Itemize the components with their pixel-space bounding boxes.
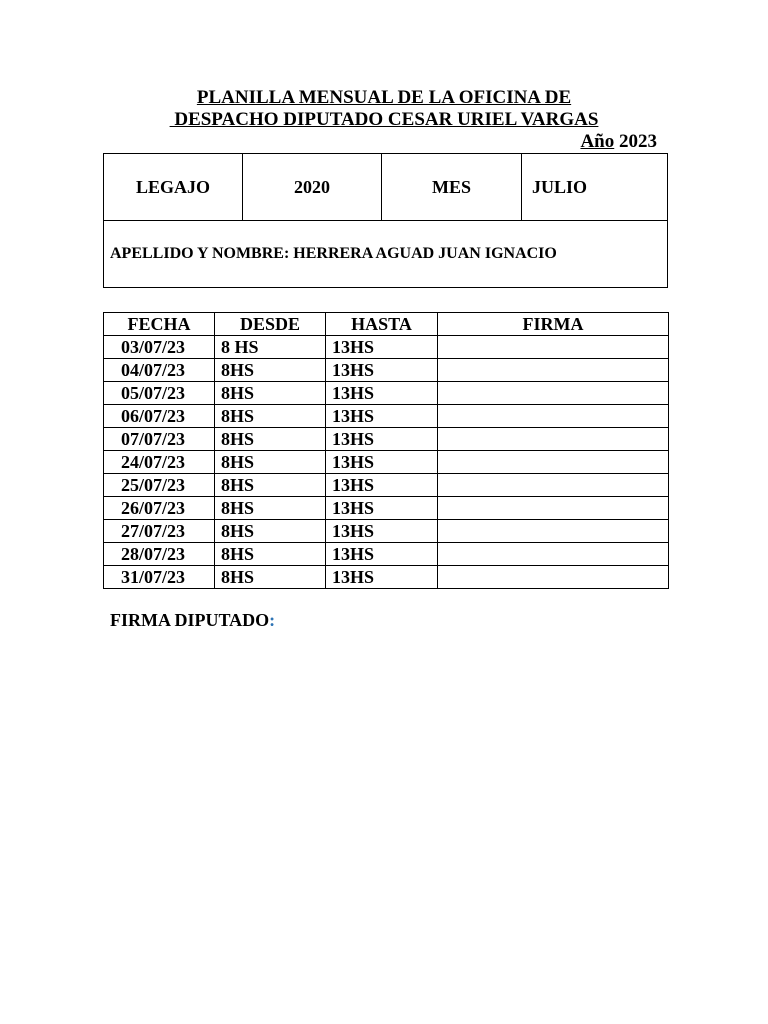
from-time-cell: 8HS [215, 543, 326, 566]
from-time-cell: 8HS [215, 520, 326, 543]
attendance-row [104, 543, 669, 566]
date-cell: 07/07/23 [104, 428, 215, 451]
to-time-cell: 13HS [326, 543, 438, 566]
attendance-header-row [104, 313, 669, 336]
attendance-row [104, 428, 669, 451]
name-label: APELLIDO Y NOMBRE: [110, 245, 290, 262]
year-value: 2023 [619, 131, 657, 152]
legajo-label: LEGAJO [104, 154, 243, 221]
deputy-signature-colon: : [269, 610, 276, 630]
to-time-cell: 13HS [326, 497, 438, 520]
from-time-cell: 8HS [215, 359, 326, 382]
employee-info-table [103, 153, 668, 288]
from-time-cell: 8 HS [215, 336, 326, 359]
signature-cell [438, 382, 669, 405]
deputy-signature-label: FIRMA DIPUTADO [110, 610, 270, 630]
from-time-cell: 8HS [215, 382, 326, 405]
document-title-line-2: DESPACHO DIPUTADO CESAR URIEL VARGAS [169, 109, 599, 130]
from-time-cell: 8HS [215, 566, 326, 589]
attendance-row [104, 520, 669, 543]
date-cell: 04/07/23 [104, 359, 215, 382]
date-cell: 31/07/23 [104, 566, 215, 589]
to-time-cell: 13HS [326, 336, 438, 359]
signature-cell [438, 336, 669, 359]
date-cell: 27/07/23 [104, 520, 215, 543]
from-time-cell: 8HS [215, 451, 326, 474]
legajo-value: 2020 [243, 154, 382, 221]
document-title-line-1: PLANILLA MENSUAL DE LA OFICINA DE [196, 87, 572, 108]
signature-cell [438, 428, 669, 451]
date-cell: 25/07/23 [104, 474, 215, 497]
deputy-signature-line [110, 610, 275, 631]
from-time-cell: 8HS [215, 405, 326, 428]
col-header-desde: DESDE [215, 313, 326, 336]
attendance-row [104, 405, 669, 428]
signature-cell [438, 497, 669, 520]
to-time-cell: 13HS [326, 359, 438, 382]
to-time-cell: 13HS [326, 566, 438, 589]
signature-cell [438, 543, 669, 566]
signature-cell [438, 520, 669, 543]
date-cell: 28/07/23 [104, 543, 215, 566]
attendance-row [104, 336, 669, 359]
to-time-cell: 13HS [326, 474, 438, 497]
from-time-cell: 8HS [215, 428, 326, 451]
signature-cell [438, 451, 669, 474]
name-value: HERRERA AGUAD JUAN IGNACIO [293, 245, 557, 262]
attendance-row [104, 359, 669, 382]
date-cell: 03/07/23 [104, 336, 215, 359]
attendance-row [104, 566, 669, 589]
signature-cell [438, 566, 669, 589]
col-header-firma: FIRMA [438, 313, 669, 336]
attendance-row [104, 382, 669, 405]
col-header-fecha: FECHA [104, 313, 215, 336]
to-time-cell: 13HS [326, 428, 438, 451]
from-time-cell: 8HS [215, 474, 326, 497]
signature-cell [438, 359, 669, 382]
to-time-cell: 13HS [326, 382, 438, 405]
signature-cell [438, 474, 669, 497]
mes-value: JULIO [522, 154, 668, 221]
mes-label: MES [382, 154, 522, 221]
date-cell: 06/07/23 [104, 405, 215, 428]
date-cell: 24/07/23 [104, 451, 215, 474]
date-cell: 26/07/23 [104, 497, 215, 520]
to-time-cell: 13HS [326, 451, 438, 474]
attendance-table [103, 312, 669, 589]
col-header-hasta: HASTA [326, 313, 438, 336]
to-time-cell: 13HS [326, 520, 438, 543]
date-cell: 05/07/23 [104, 382, 215, 405]
attendance-row [104, 474, 669, 497]
attendance-row [104, 497, 669, 520]
from-time-cell: 8HS [215, 497, 326, 520]
to-time-cell: 13HS [326, 405, 438, 428]
attendance-row [104, 451, 669, 474]
employee-name-cell [104, 221, 668, 288]
signature-cell [438, 405, 669, 428]
year-label: Año [580, 131, 615, 152]
year-line [580, 131, 657, 153]
